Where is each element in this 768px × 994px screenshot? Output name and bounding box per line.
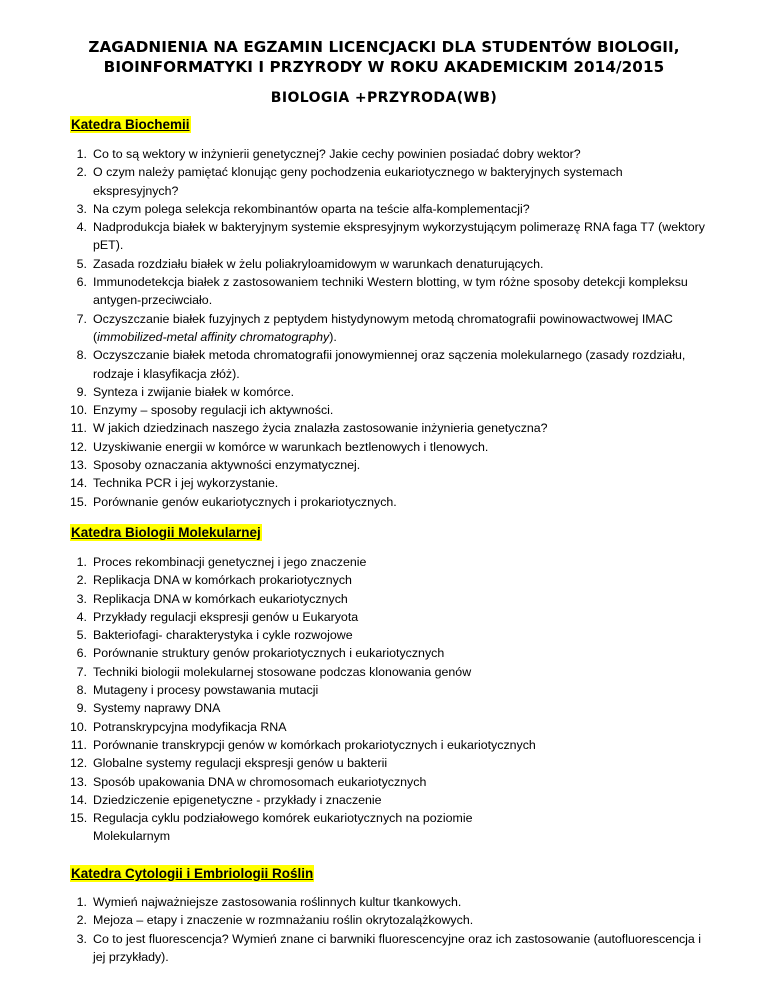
section-heading-biochemii: Katedra Biochemii (71, 117, 190, 132)
list-item: 4. Przykłady regulacji ekspresji genów u Eukaryota (76, 609, 359, 624)
document-title-line-1: ZAGADNIENIA NA EGZAMIN LICENCJACKI DLA STUDENTÓW BIOLOGII, (88, 38, 680, 56)
list-item: 6. Porównanie struktury genów prokariotycznych i eukariotycznych (76, 646, 445, 661)
cytologii-question-list (70, 893, 710, 966)
list-item: 1. Wymień najważniejsze zastosowania roślinnych kultur tkankowych. (76, 895, 462, 909)
list-item: 2. O czym należy pamiętać klonując geny pochodzenia eukariotycznego w bakteryjnych systemach ekspresyjnych? (76, 165, 623, 198)
list-item: 6. Immunodetekcja białek z zastosowaniem techniki Western blotting, w tym różne sposoby detekcji kompleksu antygen-przeciwciało. (76, 275, 688, 308)
list-item: 9. Synteza i zwijanie białek w komórce. (76, 384, 295, 399)
list-item: 14. Dziedziczenie epigenetyczne - przykłady i znaczenie (70, 792, 382, 807)
list-item: 12. Uzyskiwanie energii w komórce w warunkach beztlenowych i tlenowych. (70, 439, 489, 454)
list-item: 10. Potranskrypcyjna modyfikacja RNA (70, 719, 287, 734)
list-item: 10. Enzymy – sposoby regulacji ich aktywności. (70, 403, 334, 418)
section-heading-biologii-molekularnej: Katedra Biologii Molekularnej (71, 525, 261, 540)
list-item: 9. Systemy naprawy DNA (76, 701, 221, 716)
list-item: 13. Sposoby oznaczania aktywności enzymatycznej. (70, 458, 361, 473)
list-item: 1. Proces rekombinacji genetycznej i jego znaczenie (76, 555, 367, 569)
list-item: 3. Co to jest fluorescencja? Wymień znane ci barwniki fluorescencyjne oraz ich zastosowanie (autofluorescencja i jej przykłady). (76, 931, 702, 964)
list-item: 8. Oczyszczanie białek metoda chromatografii jonowymiennej oraz sączenia molekularnego (zasady rozdziału, rodzaje i klasyfikacja złóż). (76, 348, 686, 381)
list-item: 15. Porównanie genów eukariotycznych i prokariotycznych. (70, 494, 397, 509)
list-item: 7. Oczyszczanie białek fuzyjnych z peptydem histydynowym metodą chromatografii powinowactwowej IMAC (immobilized-metal affinity chromatography). (76, 311, 673, 344)
list-item: 8. Mutageny i procesy powstawania mutacji (76, 683, 319, 698)
biochemii-question-list (70, 145, 710, 511)
list-item: 12. Globalne systemy regulacji ekspresji genów u bakterii (70, 756, 388, 771)
list-item: 14. Technika PCR i jej wykorzystanie. (70, 476, 279, 491)
list-item: 1. Co to są wektory w inżynierii genetycznej? Jakie cechy powinien posiadać dobry wektor? (76, 147, 581, 161)
section-heading-cytologii-i-embriologii-roslin: Katedra Cytologii i Embriologii Roślin (71, 866, 314, 881)
list-item: 11. Porównanie transkrypcji genów w komórkach prokariotycznych i eukariotycznych (70, 737, 536, 752)
list-item: 13. Sposób upakowania DNA w chromosomach eukariotycznych (70, 774, 427, 789)
list-item: 2. Mejoza – etapy i znaczenie w rozmnażaniu roślin okrytozalążkowych. (76, 913, 474, 928)
list-item: 5. Bakteriofagi- charakterystyka i cykle rozwojowe (76, 628, 353, 643)
list-item: 2. Replikacja DNA w komórkach prokariotycznych (76, 573, 352, 588)
document-title-line-2: BIOINFORMATYKI I PRZYRODY W ROKU AKADEMICKIM 2014/2015 (103, 58, 665, 76)
list-item: 15. Regulacja cyklu podziałowego komórek eukariotycznych na poziomie Molekularnym (70, 811, 473, 844)
document-subtitle: BIOLOGIA +PRZYRODA(WB) (270, 90, 498, 106)
list-item: 7. Techniki biologii molekularnej stosowane podczas klonowania genów (76, 664, 472, 679)
list-item: 3. Replikacja DNA w komórkach eukariotycznych (76, 591, 348, 606)
biologii-molekularnej-question-list (70, 553, 710, 846)
list-item: 11. W jakich dziedzinach naszego życia znalazła zastosowanie inżynieria genetyczna? (70, 421, 548, 436)
list-item: 5. Zasada rozdziału białek w żelu poliakryloamidowym w warunkach denaturujących. (76, 256, 544, 271)
list-item: 4. Nadprodukcja białek w bakteryjnym systemie ekspresyjnym wykorzystującym polimerazę RNA faga T7 (wektory pET). (76, 220, 705, 253)
list-item: 3. Na czym polega selekcja rekombinantów oparta na teście alfa-komplementacji? (76, 201, 530, 216)
